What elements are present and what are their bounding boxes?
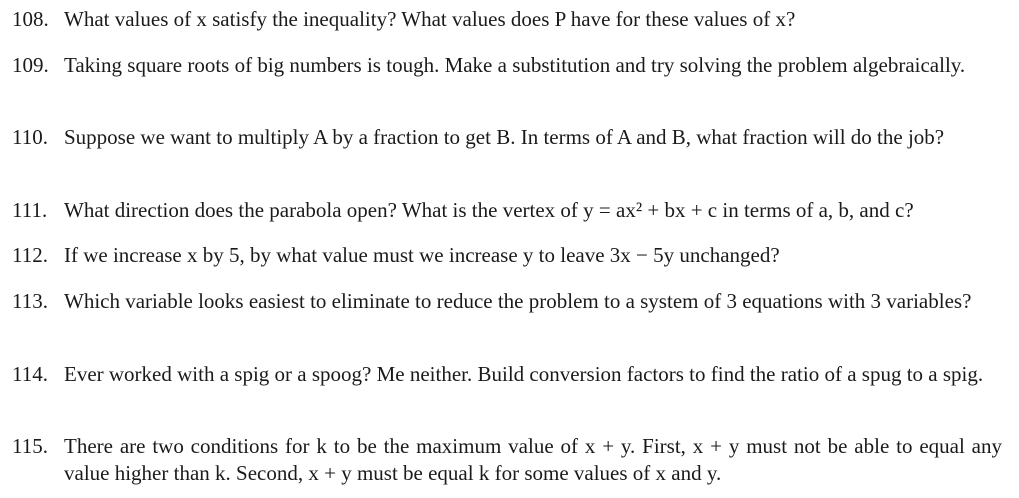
hint-number: 115. (12, 434, 48, 458)
hint-item-111 (12, 197, 1002, 224)
hint-text: Suppose we want to multiply A by a fraction to get B. In terms of A and B, what fraction will do the job? (64, 125, 945, 149)
hint-item-108 (12, 6, 1002, 33)
hint-item-109 (12, 52, 1002, 79)
hint-number: 114. (12, 362, 48, 386)
hint-text: What values of x satisfy the inequality? What values does P have for these values of x? (64, 7, 796, 31)
hint-text: Ever worked with a spig or a spoog? Me neither. Build conversion factors to find the ratio of a spug to a spig. (64, 362, 984, 386)
hint-item-115 (12, 433, 1002, 487)
hint-number: 108. (12, 7, 49, 31)
hint-number: 111. (12, 198, 48, 222)
hint-number: 112. (12, 243, 48, 267)
hint-number: 110. (12, 125, 48, 149)
hint-item-114 (12, 361, 1002, 388)
hint-text: Taking square roots of big numbers is tough. Make a substitution and try solving the problem algebraically. (64, 53, 966, 77)
hint-number: 113. (12, 289, 48, 313)
hint-item-110 (12, 124, 1002, 151)
hint-text: What direction does the parabola open? What is the vertex of y = ax² + bx + c in terms of a, b, and c? (64, 198, 914, 222)
hint-item-112 (12, 242, 1002, 269)
hint-number: 109. (12, 53, 49, 77)
hint-text: Which variable looks easiest to eliminate to reduce the problem to a system of 3 equations with 3 variables? (64, 289, 972, 313)
hint-item-113 (12, 288, 1002, 315)
hint-text: There are two conditions for k to be the maximum value of x + y. First, x + y must not be able to equal any value higher than k. Second, x + y must be equal k for some values of x and y. (64, 434, 1002, 485)
hint-text: If we increase x by 5, by what value must we increase y to leave 3x − 5y unchanged? (64, 243, 780, 267)
